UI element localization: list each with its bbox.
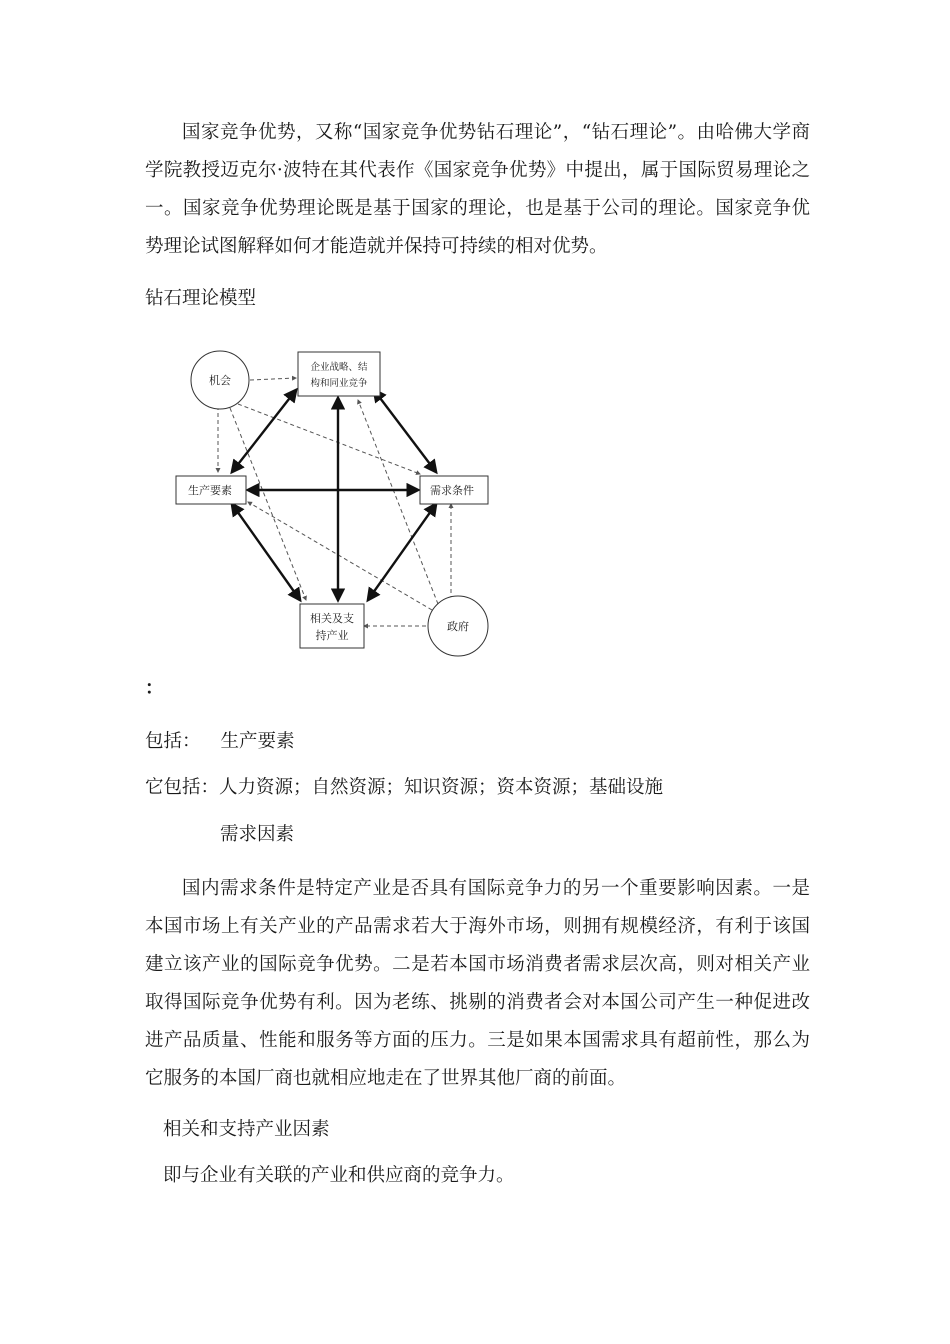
arrow-chance-strategy [250,378,296,380]
chance-label: 机会 [209,374,231,387]
demand-node [420,476,488,504]
includes-label: 包括： [145,731,201,752]
strategy-node [298,352,380,396]
government-arrows [248,400,451,626]
factors-list-label: 它包括： [145,777,220,798]
arrow-strategy-factors [232,390,296,472]
strategy-label-line2: 构和同业竞争 [310,378,368,389]
related-heading: 相关和支持产业因素 [163,1119,330,1140]
government-label: 政府 [447,620,469,633]
demand-paragraph: 国内需求条件是特定产业是否具有国际竞争力的另一个重要影响因素。一是本国市场上有关产业的产品需求若大于海外市场，则拥有规模经济，有利于该国建立该产业的国际竞争优势。二是若本国市场消费者需求层次高，则对相关产业取得国际竞争优势有利。因为老练、挑剔的消费者会对本国公司产生一种促进改进产品质量、性能和服务等方面的压力。三是如果本国需求具有超前性，那么为它服务的本国厂商也就相应地走在了世界其他厂商的前面。 [145,878,810,1089]
diamond-arrows [232,390,436,600]
diamond-model-diagram [168,338,498,660]
demand-heading: 需求因素 [220,824,295,845]
related-label-line1: 相关及支 [310,612,354,625]
model-heading: 钻石理论模型 [145,288,257,309]
strategy-label-line1: 企业战略、结 [310,362,368,373]
chance-node [191,351,249,409]
government-node [428,596,488,656]
factors-list-line [145,775,663,801]
factors-label: 生产要素 [188,484,232,497]
factors-list: 人力资源；自然资源；知识资源；资本资源；基础设施 [219,777,664,798]
includes-item: 生产要素 [220,731,295,752]
related-label-line2: 持产业 [315,629,349,642]
arrow-factors-related [232,504,300,600]
intro-paragraph: 国家竞争优势，又称“国家竞争优势钻石理论”，“钻石理论”。由哈佛大学商学院教授迈克尔·波特在其代表作《国家竞争优势》中提出，属于国际贸易理论之一。国家竞争优势理论既是基于国家的理论，也是基于公司的理论。国家竞争优势理论试图解释如何才能造就并保持可持续的相对优势。 [145,122,810,257]
related-node [300,604,364,648]
related-paragraph: 即与企业有关联的产业和供应商的竞争力。 [163,1165,515,1186]
factors-node [176,476,246,504]
colon-mark: ： [145,678,164,699]
demand-label: 需求条件 [430,484,474,497]
includes-line [145,729,295,755]
arrow-demand-related [368,504,436,600]
